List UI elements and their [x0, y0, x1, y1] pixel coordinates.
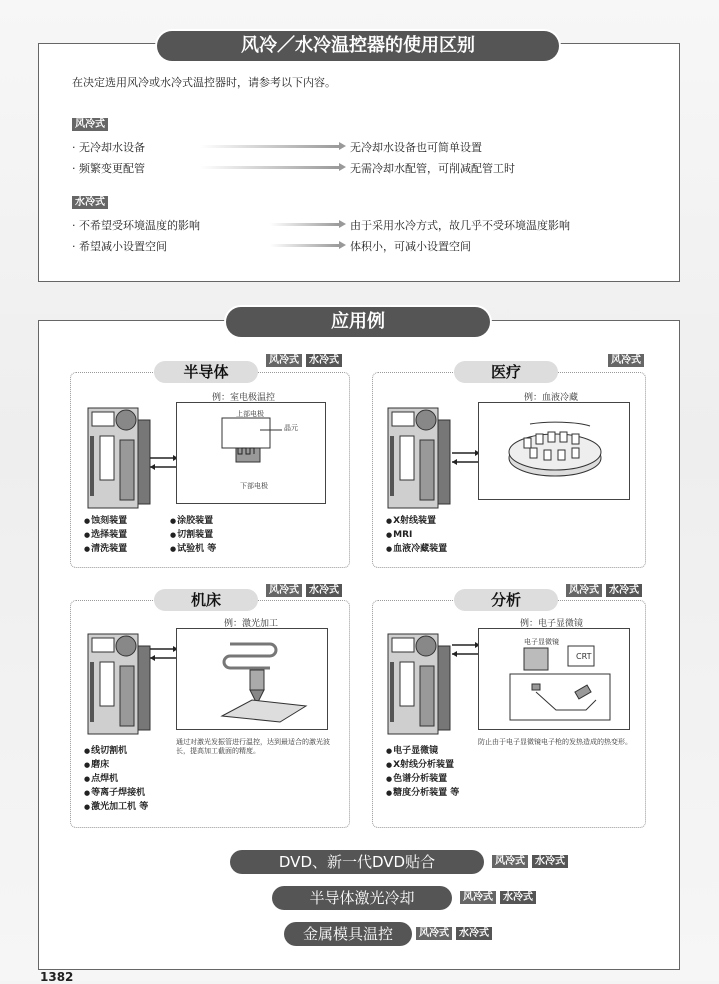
medical-title: 医疗: [454, 361, 558, 383]
gun-label: 电子显微镜: [524, 638, 559, 646]
semiconductor-title: 半导体: [154, 361, 258, 383]
water-row-right: 体积小，可减小设置空间: [350, 240, 471, 253]
analysis-title: 分析: [454, 589, 558, 611]
arrow-icon: [200, 145, 340, 148]
water-tag: 水冷式: [306, 584, 342, 597]
analysis-list: ● 电子显微镜 ● X射线分析装置 ● 色谱分析装置 ● 糖度分析装置 等: [386, 744, 459, 800]
water-row-left: · 不希望受环境温度的影响: [72, 219, 200, 232]
microscope-illustration: [506, 640, 616, 726]
water-cooled-label: 水冷式: [72, 196, 108, 209]
section1-intro: 在决定选用风冷或水冷式温控器时，请参考以下内容。: [72, 76, 336, 89]
section1-title: 风冷／水冷温控器的使用区别: [157, 31, 559, 61]
semiconductor-list-1: ● 蚀刻装置 ● 选择装置 ● 清洗装置: [84, 514, 127, 556]
blood-storage-illustration: [500, 418, 610, 488]
air-tag: 风冷式: [416, 927, 452, 940]
chiller-unit-illustration: [86, 400, 154, 510]
analysis-example: 例：电子显微镜: [520, 619, 584, 629]
water-row-left: · 希望减小设置空间: [72, 240, 167, 253]
air-tag: 风冷式: [608, 354, 644, 367]
air-tag: 风冷式: [492, 855, 528, 868]
air-tag: 风冷式: [460, 891, 496, 904]
air-row-right: 无需冷却水配管，可削减配管工时: [350, 162, 515, 175]
lower-electrode-label: 下部电极: [240, 482, 268, 490]
dvd-bonding: DVD、新一代DVD贴合: [230, 850, 484, 874]
medical-example: 例：血液冷藏: [524, 393, 579, 403]
air-tag: 风冷式: [266, 584, 302, 597]
water-tag: 水冷式: [456, 927, 492, 940]
chiller-unit-illustration: [386, 400, 454, 510]
machine-list: ● 线切割机 ● 磨床 ● 点焊机 ● 等离子焊接机 ● 激光加工机 等: [84, 744, 148, 814]
medical-list: ● X射线装置 ● MRI ● 血液冷藏装置: [386, 514, 447, 556]
upper-electrode-label: 上部电极: [236, 410, 264, 418]
air-cooled-label: 风冷式: [72, 118, 108, 131]
air-tag: 风冷式: [266, 354, 302, 367]
crt-label: CRT: [576, 652, 592, 661]
chiller-unit-illustration: [386, 626, 454, 736]
machine-example: 例：激光加工: [224, 619, 279, 629]
mold-temperature-control: 金属模具温控: [284, 922, 412, 946]
air-row-left: · 频繁变更配管: [72, 162, 145, 175]
page-number: 1382: [40, 970, 74, 984]
chiller-unit-illustration: [86, 626, 154, 736]
semiconductor-list-2: ● 涂胶装置 ● 切割装置 ● 试验机 等: [170, 514, 216, 556]
arrow-icon: [200, 166, 340, 169]
machine-title: 机床: [154, 589, 258, 611]
air-row-left: · 无冷却水设备: [72, 141, 145, 154]
water-tag: 水冷式: [500, 891, 536, 904]
water-tag: 水冷式: [306, 354, 342, 367]
air-tag: 风冷式: [566, 584, 602, 597]
machine-note: 通过对激光发振管进行温控，达到最适合的激光波长，提高加工截面的精度。: [176, 738, 330, 755]
arrow-icon: [270, 244, 340, 247]
water-tag: 水冷式: [606, 584, 642, 597]
wafer-label: 晶元: [284, 424, 298, 432]
analysis-note: 防止由于电子显微镜电子枪的发热造成的热变形。: [478, 738, 632, 746]
water-tag: 水冷式: [532, 855, 568, 868]
electrode-diagram: [212, 410, 302, 490]
water-row-right: 由于采用水冷方式，故几乎不受环境温度影响: [350, 219, 570, 232]
air-row-right: 无冷却水设备也可简单设置: [350, 141, 482, 154]
semiconductor-laser-cooling: 半导体激光冷却: [272, 886, 452, 910]
semiconductor-example: 例：室电极温控: [212, 393, 276, 403]
arrow-icon: [270, 223, 340, 226]
laser-head-illustration: [220, 634, 310, 726]
section2-title: 应用例: [226, 307, 490, 337]
